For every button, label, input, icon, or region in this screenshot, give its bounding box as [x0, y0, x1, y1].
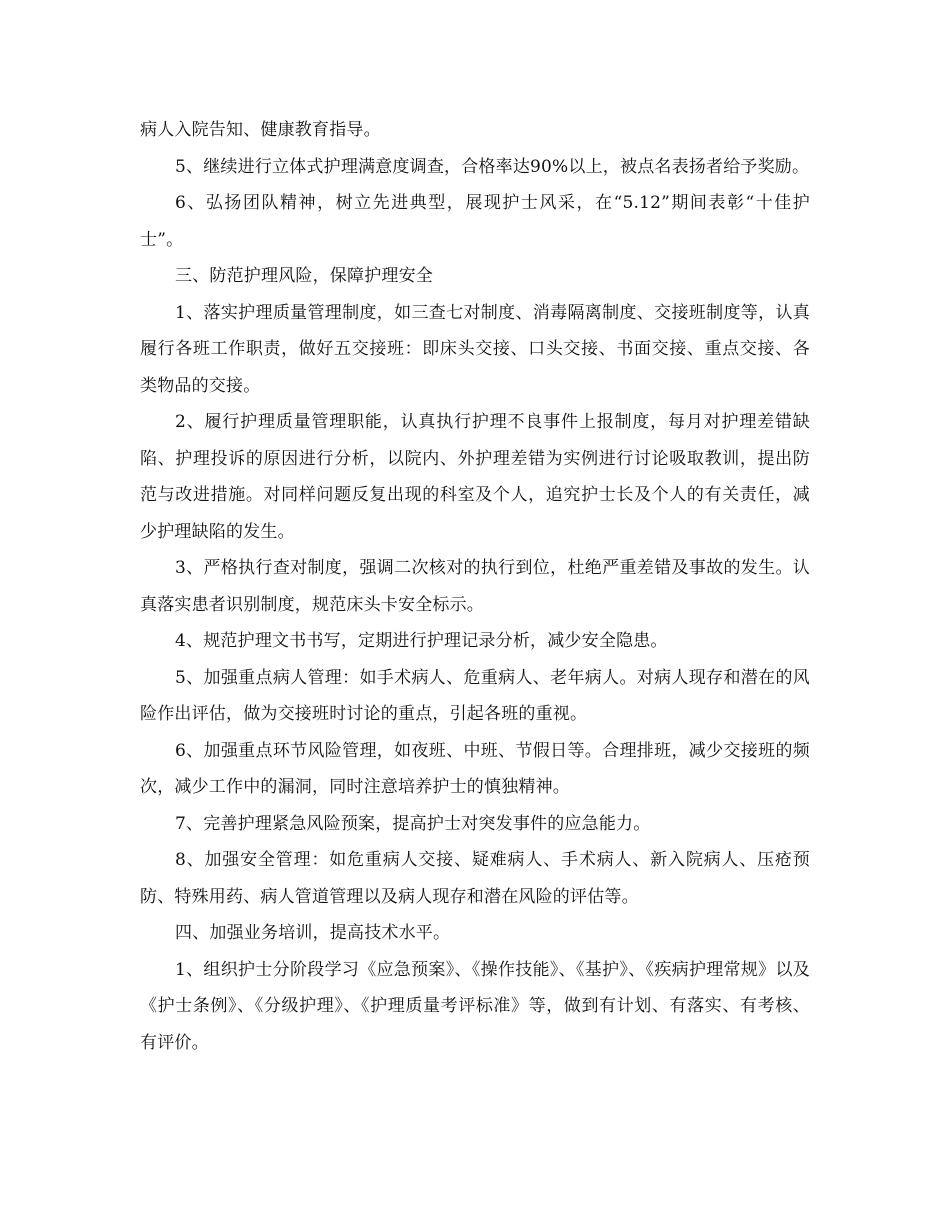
section-heading-3: 三、防范护理风险，保障护理安全	[175, 266, 433, 286]
section-heading-4: 四、加强业务培训，提高技术水平。	[175, 923, 451, 943]
paragraph-item-3-check-system: 3、严格执行查对制度，强调二次核对的执行到位，杜绝严重差错及事故的发生。认真落实患者识别制度，规范床头卡安全标示。	[140, 558, 810, 615]
paragraph-item-5-satisfaction: 5、继续进行立体式护理满意度调查，合格率达90%以上，被点名表扬者给予奖励。	[175, 156, 810, 177]
paragraph-item-7-emergency-plan: 7、完善护理紧急风险预案，提高护士对突发事件的应急能力。	[175, 813, 651, 834]
paragraph-item-2-quality-function: 2、履行护理质量管理职能，认真执行护理不良事件上报制度，每月对护理差错缺陷、护理投诉的原因进行分析，以院内、外护理差错为实例进行讨论吸取教训，提出防范与改进措施。对同样问题反复出现的科室及个人，追究护士长及个人的有关责任，减少护理缺陷的发生。	[140, 412, 810, 542]
paragraph-item-6-team-spirit: 6、弘扬团队精神，树立先进典型，展现护士风采，在“5.12”期间表彰“十佳护士”。	[140, 193, 810, 250]
document-body	[140, 112, 810, 1061]
paragraph-item-1-quality-system: 1、落实护理质量管理制度，如三查七对制度、消毒隔离制度、交接班制度等，认真履行各班工作职责，做好五交接班：即床头交接、口头交接、书面交接、重点交接、各类物品的交接。	[140, 302, 810, 396]
paragraph-item-5-key-patients: 5、加强重点病人管理：如手术病人、危重病人、老年病人。对病人现存和潜在的风险作出评估，做为交接班时讨论的重点，引起各班的重视。	[140, 667, 810, 724]
paragraph-item-8-safety-management: 8、加强安全管理：如危重病人交接、疑难病人、手术病人、新入院病人、压疮预防、特殊用药、病人管道管理以及病人现存和潜在风险的评估等。	[140, 850, 810, 907]
paragraph-continuation: 病人入院告知、健康教育指导。	[140, 120, 381, 140]
paragraph-item-1-training: 1、组织护士分阶段学习《应急预案》、《操作技能》、《基护》、《疾病护理常规》以及《护士条例》、《分级护理》、《护理质量考评标准》等，做到有计划、有落实、有考核、有评价。	[140, 959, 810, 1053]
paragraph-item-4-documentation: 4、规范护理文书书写，定期进行护理记录分析，减少安全隐患。	[175, 631, 668, 651]
paragraph-item-6-key-links: 6、加强重点环节风险管理，如夜班、中班、节假日等。合理排班，减少交接班的频次，减少工作中的漏洞，同时注意培养护士的慎独精神。	[140, 740, 810, 797]
